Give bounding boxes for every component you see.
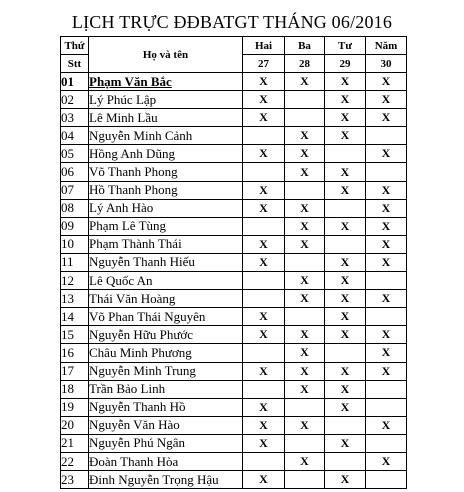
row-number: 23	[61, 471, 89, 489]
duty-mark	[243, 217, 285, 235]
duty-mark: X	[285, 145, 325, 163]
header-stt: Stt	[61, 55, 89, 73]
duty-mark	[325, 452, 366, 470]
duty-mark	[243, 344, 285, 362]
duty-mark: X	[366, 145, 407, 163]
person-name: Võ Phan Thái Nguyên	[89, 308, 243, 326]
table-row	[61, 91, 407, 109]
duty-mark: X	[325, 380, 366, 398]
duty-mark: X	[325, 181, 366, 199]
person-name: Lê Quốc An	[89, 272, 243, 290]
duty-mark: X	[325, 109, 366, 127]
duty-mark: X	[285, 380, 325, 398]
duty-mark	[325, 344, 366, 362]
person-name: Thái Văn Hoàng	[89, 290, 243, 308]
duty-mark: X	[243, 308, 285, 326]
row-number: 05	[61, 145, 89, 163]
duty-mark	[285, 471, 325, 489]
duty-mark: X	[325, 308, 366, 326]
header-day-date: 28	[285, 55, 325, 73]
duty-mark: X	[285, 326, 325, 344]
table-row	[61, 416, 407, 434]
table-row	[61, 235, 407, 253]
duty-mark	[325, 199, 366, 217]
table-row	[61, 181, 407, 199]
row-number: 18	[61, 380, 89, 398]
duty-mark: X	[285, 235, 325, 253]
duty-mark	[285, 181, 325, 199]
duty-mark: X	[243, 181, 285, 199]
person-name: Phạm Thành Thái	[89, 235, 243, 253]
table-row	[61, 145, 407, 163]
duty-mark: X	[243, 326, 285, 344]
row-number: 01	[61, 73, 89, 91]
header-row-days	[61, 37, 407, 55]
row-number: 07	[61, 181, 89, 199]
person-name: Nguyễn Thanh Hiếu	[89, 253, 243, 271]
row-number: 02	[61, 91, 89, 109]
person-name: Nguyễn Văn Hào	[89, 416, 243, 434]
duty-mark: X	[285, 416, 325, 434]
duty-mark: X	[325, 326, 366, 344]
duty-mark: X	[325, 290, 366, 308]
duty-mark: X	[325, 471, 366, 489]
duty-mark	[285, 253, 325, 271]
duty-mark: X	[366, 344, 407, 362]
duty-mark: X	[243, 109, 285, 127]
duty-schedule-table	[60, 36, 407, 489]
duty-mark: X	[325, 217, 366, 235]
duty-mark: X	[366, 199, 407, 217]
duty-mark	[285, 434, 325, 452]
duty-mark: X	[243, 398, 285, 416]
table-row	[61, 290, 407, 308]
person-name: Nguyễn Hữu Phước	[89, 326, 243, 344]
duty-mark: X	[366, 253, 407, 271]
duty-mark: X	[366, 326, 407, 344]
person-name: Châu Minh Phương	[89, 344, 243, 362]
duty-mark	[285, 91, 325, 109]
duty-mark	[366, 272, 407, 290]
duty-mark: X	[325, 434, 366, 452]
duty-mark	[325, 416, 366, 434]
duty-mark: X	[243, 91, 285, 109]
duty-mark: X	[285, 127, 325, 145]
header-thu: Thứ	[61, 37, 89, 55]
duty-mark	[366, 163, 407, 181]
duty-mark	[366, 398, 407, 416]
row-number: 10	[61, 235, 89, 253]
table-row	[61, 253, 407, 271]
duty-mark: X	[243, 199, 285, 217]
duty-mark: X	[366, 181, 407, 199]
person-name: Lý Anh Hào	[89, 199, 243, 217]
person-name: Phạm Văn Bắc	[89, 73, 243, 91]
table-row	[61, 217, 407, 235]
table-row	[61, 434, 407, 452]
duty-mark: X	[285, 362, 325, 380]
row-number: 15	[61, 326, 89, 344]
table-row	[61, 326, 407, 344]
person-name: Nguyễn Minh Trung	[89, 362, 243, 380]
duty-mark: X	[366, 217, 407, 235]
table-row	[61, 73, 407, 91]
duty-mark: X	[243, 253, 285, 271]
duty-mark: X	[366, 73, 407, 91]
duty-mark: X	[366, 416, 407, 434]
duty-mark: X	[366, 362, 407, 380]
person-name: Hồ Thanh Phong	[89, 181, 243, 199]
duty-mark	[366, 380, 407, 398]
duty-mark: X	[366, 91, 407, 109]
duty-mark	[243, 127, 285, 145]
duty-mark	[366, 127, 407, 145]
duty-mark: X	[243, 471, 285, 489]
duty-mark: X	[243, 145, 285, 163]
duty-mark	[325, 145, 366, 163]
duty-mark: X	[243, 416, 285, 434]
duty-mark	[243, 272, 285, 290]
row-number: 13	[61, 290, 89, 308]
duty-mark	[243, 163, 285, 181]
row-number: 19	[61, 398, 89, 416]
row-number: 21	[61, 434, 89, 452]
duty-mark: X	[325, 73, 366, 91]
duty-mark: X	[325, 272, 366, 290]
person-name: Lý Phúc Lập	[89, 91, 243, 109]
person-name: Đoàn Thanh Hòa	[89, 452, 243, 470]
duty-mark: X	[243, 434, 285, 452]
duty-mark: X	[243, 235, 285, 253]
row-number: 20	[61, 416, 89, 434]
table-row	[61, 109, 407, 127]
row-number: 22	[61, 452, 89, 470]
duty-mark	[285, 398, 325, 416]
table-row	[61, 272, 407, 290]
duty-mark: X	[325, 127, 366, 145]
row-number: 08	[61, 199, 89, 217]
person-name: Nguyễn Minh Cảnh	[89, 127, 243, 145]
table-row	[61, 452, 407, 470]
duty-mark	[243, 380, 285, 398]
duty-mark: X	[366, 290, 407, 308]
duty-mark: X	[285, 290, 325, 308]
duty-mark: X	[285, 272, 325, 290]
duty-mark: X	[285, 452, 325, 470]
duty-mark	[325, 235, 366, 253]
header-day-label: Tư	[325, 37, 366, 55]
duty-mark	[366, 471, 407, 489]
row-number: 14	[61, 308, 89, 326]
duty-mark	[285, 308, 325, 326]
page-title: LỊCH TRỰC ĐĐBATGT THÁNG 06/2016	[71, 12, 393, 32]
duty-mark: X	[325, 163, 366, 181]
table-row	[61, 380, 407, 398]
row-number: 12	[61, 272, 89, 290]
table-row	[61, 127, 407, 145]
duty-mark: X	[325, 253, 366, 271]
person-name: Trần Bảo Linh	[89, 380, 243, 398]
header-day-date: 27	[243, 55, 285, 73]
header-day-date: 30	[366, 55, 407, 73]
header-name: Họ và tên	[89, 37, 243, 73]
duty-mark: X	[285, 199, 325, 217]
duty-mark: X	[285, 344, 325, 362]
duty-mark: X	[285, 217, 325, 235]
table-row	[61, 471, 407, 489]
duty-mark	[243, 290, 285, 308]
duty-mark	[243, 452, 285, 470]
duty-mark: X	[325, 398, 366, 416]
duty-mark	[285, 109, 325, 127]
header-day-label: Ba	[285, 37, 325, 55]
header-day-label: Hai	[243, 37, 285, 55]
duty-mark: X	[366, 235, 407, 253]
row-number: 17	[61, 362, 89, 380]
duty-mark	[366, 434, 407, 452]
duty-mark: X	[243, 362, 285, 380]
row-number: 11	[61, 253, 89, 271]
duty-mark: X	[366, 109, 407, 127]
duty-mark: X	[325, 362, 366, 380]
table-row	[61, 308, 407, 326]
table-row	[61, 362, 407, 380]
person-name: Nguyễn Thanh Hồ	[89, 398, 243, 416]
table-row	[61, 163, 407, 181]
person-name: Hồng Anh Dũng	[89, 145, 243, 163]
person-name: Đinh Nguyễn Trọng Hậu	[89, 471, 243, 489]
header-day-label: Năm	[366, 37, 407, 55]
table-row	[61, 398, 407, 416]
duty-mark: X	[366, 452, 407, 470]
duty-mark: X	[325, 91, 366, 109]
row-number: 03	[61, 109, 89, 127]
duty-mark: X	[243, 73, 285, 91]
duty-mark: X	[285, 73, 325, 91]
duty-mark: X	[285, 163, 325, 181]
header-day-date: 29	[325, 55, 366, 73]
row-number: 06	[61, 163, 89, 181]
duty-mark	[366, 308, 407, 326]
table-row	[61, 344, 407, 362]
row-number: 04	[61, 127, 89, 145]
row-number: 09	[61, 217, 89, 235]
person-name: Phạm Lê Tùng	[89, 217, 243, 235]
row-number: 16	[61, 344, 89, 362]
person-name: Nguyễn Phú Ngân	[89, 434, 243, 452]
person-name: Võ Thanh Phong	[89, 163, 243, 181]
table-row	[61, 199, 407, 217]
person-name: Lê Minh Lầu	[89, 109, 243, 127]
